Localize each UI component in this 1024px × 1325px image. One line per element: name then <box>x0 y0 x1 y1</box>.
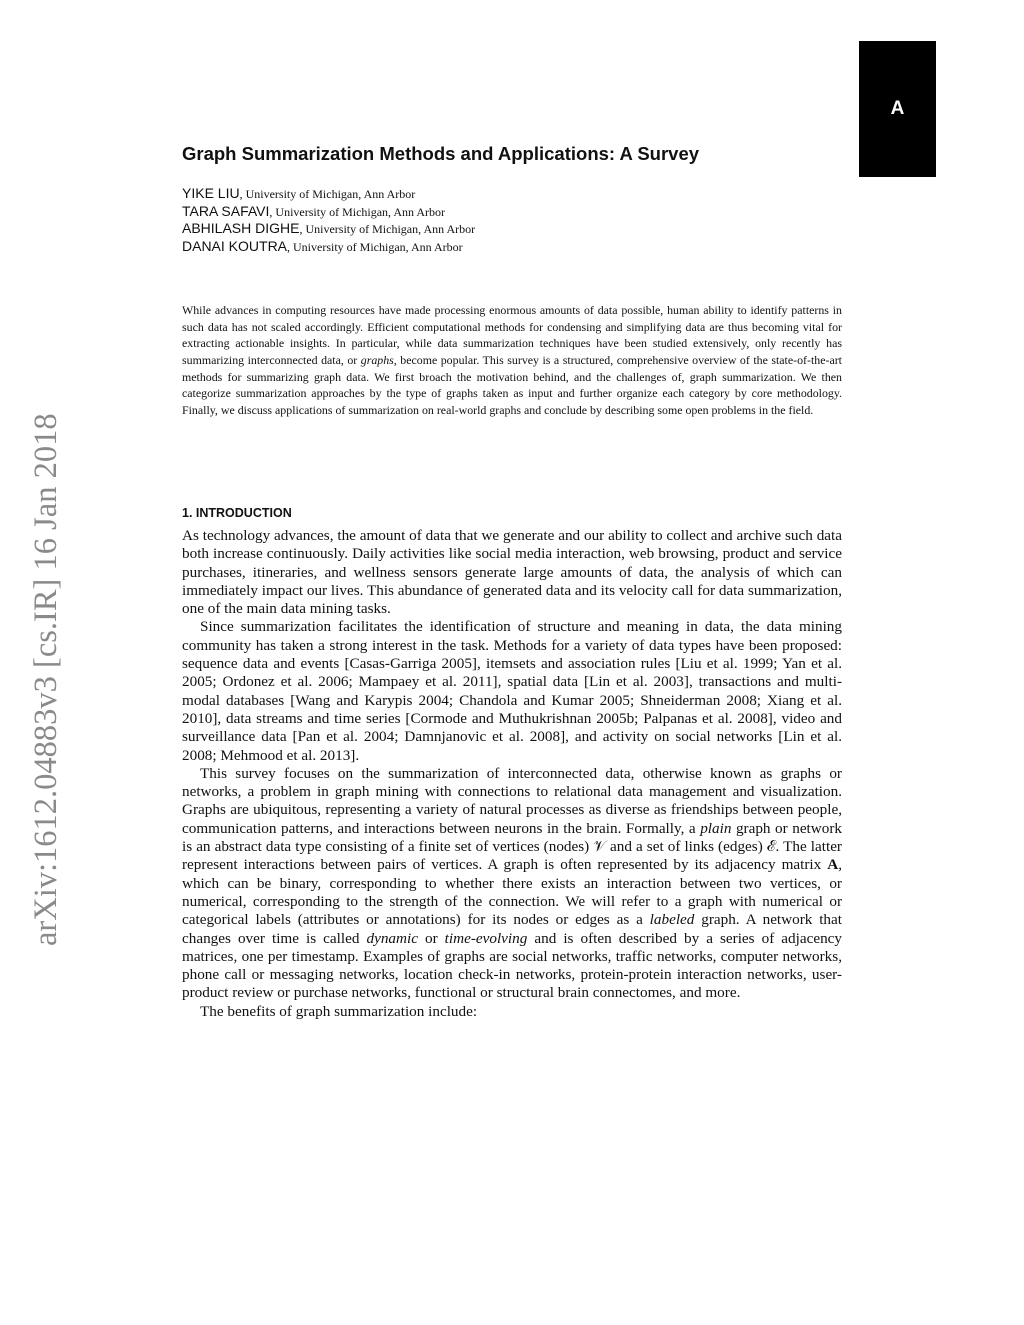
math-symbol-vertices: 𝒱 <box>593 838 606 856</box>
paragraph-text: or <box>417 929 445 947</box>
abstract-emphasis: graphs <box>360 352 394 367</box>
author-affiliation: , University of Michigan, Ann Arbor <box>269 204 446 219</box>
paragraph-text: graph. A network that changes over time is called <box>182 911 842 947</box>
math-symbol-matrix: A <box>827 856 839 874</box>
paragraph-text: This survey focuses on the summarization of interconnected data, otherwise known as graphs or networks, a problem in graph mining with connections to relational data management and visualization. Graphs are ubiquitous, representing a variety of natural processes as diverse as friendships between people, communication patterns, and interactions between neurons in the brain. Formally, a <box>182 764 842 837</box>
author-name: YIKE LIU <box>182 185 240 201</box>
author-name: ABHILASH DIGHE <box>182 220 300 236</box>
introduction-body <box>182 527 842 1021</box>
term-emphasis: time-evolving <box>444 929 528 947</box>
paragraph-text: graph or network is an abstract data type consisting of a finite set of vertices (nodes) <box>182 819 842 856</box>
author-line <box>182 185 475 203</box>
body-paragraph: Since summarization facilitates the identification of structure and meaning in data, the data mining community has taken a strong interest in the task. Methods for a variety of data types have been proposed: sequence data and events [Casas-Garriga 2005], itemsets and association rules [Liu et al. 1999; Yan et al. 2005; Ordonez et al. 2006; Mampaey et al. 2011], spatial data [Lin et al. 2003], transactions and multi-modal databases [Wang and Karypis 2004; Chandola and Kumar 2005; Shneiderman 2008; Xiang et al. 2010], data streams and time series [Cormode and Muthukrishnan 2005b; Palpanas et al. 2008], video and surveillance data [Pan et al. 2004; Damnjanovic et al. 2008], and activity on social networks [Lin et al. 2008; Mehmood et al. 2013]. <box>182 618 842 764</box>
math-symbol-edges: ℰ <box>766 838 776 856</box>
term-emphasis: plain <box>700 819 732 837</box>
journal-section-tab <box>859 41 936 177</box>
author-name: TARA SAFAVI <box>182 202 270 219</box>
author-line <box>182 203 475 221</box>
abstract <box>182 302 842 419</box>
author-affiliation: , University of Michigan, Ann Arbor <box>299 222 476 236</box>
paragraph-text: and is often described by a series of adjacency matrices, one per timestamp. Examples of graphs are social networks, traffic networks, computer networks, phone call or messaging networks, location check-in networks, protein-protein interaction networks, user-product review or purchase networks, functional or structural brain connectomes, and more. <box>182 929 843 1002</box>
abstract-text: While advances in computing resources have made processing enormous amounts of data possible, human ability to identify patterns in such data has not scaled accordingly. Efficient computational methods for condensing and simplifying data are thus becoming vital for extracting actionable insights. In particular, while data summarization techniques have been studied extensively, only recently has summarizing interconnected data, or <box>182 303 842 367</box>
paragraph-text: . The latter represent interactions between pairs of vertices. A graph is often represented by its adjacency matrix <box>182 838 842 874</box>
paper-title: Graph Summarization Methods and Applications: A Survey <box>182 143 700 164</box>
arxiv-identifier: arXiv:1612.04883v3 [cs.IR] 16 Jan 2018 <box>28 413 64 946</box>
body-paragraph <box>182 765 842 1003</box>
section-heading-introduction: 1. INTRODUCTION <box>182 506 292 520</box>
term-emphasis: labeled <box>649 911 695 929</box>
paragraph-text: , which can be binary, corresponding to whether there exists an interaction between two vertices, or numerical, corresponding to the strength of the connection. We will refer to a graph with numerical or categorical labels (attributes or annotations) for its nodes or edges as a <box>182 856 842 929</box>
author-line <box>182 238 475 256</box>
corner-tab-letter: A <box>890 98 905 119</box>
paragraph-text: and a set of links (edges) <box>605 838 767 856</box>
author-list <box>182 185 475 255</box>
body-paragraph: The benefits of graph summarization include: <box>200 1002 478 1020</box>
author-affiliation: , University of Michigan, Ann Arbor <box>287 239 463 254</box>
abstract-text: , become popular. This survey is a structured, comprehensive overview of the state-of-the-art methods for summarizing graph data. We first broach the motivation behind, and the challenges of, graph summarization. We then categorize summarization approaches by the type of graphs taken as input and further organize each category by core methodology. Finally, we discuss applications of summarization on real-world graphs and conclude by describing some open problems in the field. <box>182 352 842 417</box>
body-paragraph: As technology advances, the amount of data that we generate and our ability to collect and archive such data both increase continuously. Daily activities like social media interaction, web browsing, product and service purchases, itineraries, and wellness sensors generate large amounts of data, the analysis of which can immediately impact our lives. This abundance of generated data and its velocity call for data summarization, one of the main data mining tasks. <box>182 527 842 618</box>
author-name: DANAI KOUTRA <box>182 237 288 254</box>
author-line <box>182 220 475 238</box>
term-emphasis: dynamic <box>366 929 418 947</box>
author-affiliation: , University of Michigan, Ann Arbor <box>239 187 416 201</box>
